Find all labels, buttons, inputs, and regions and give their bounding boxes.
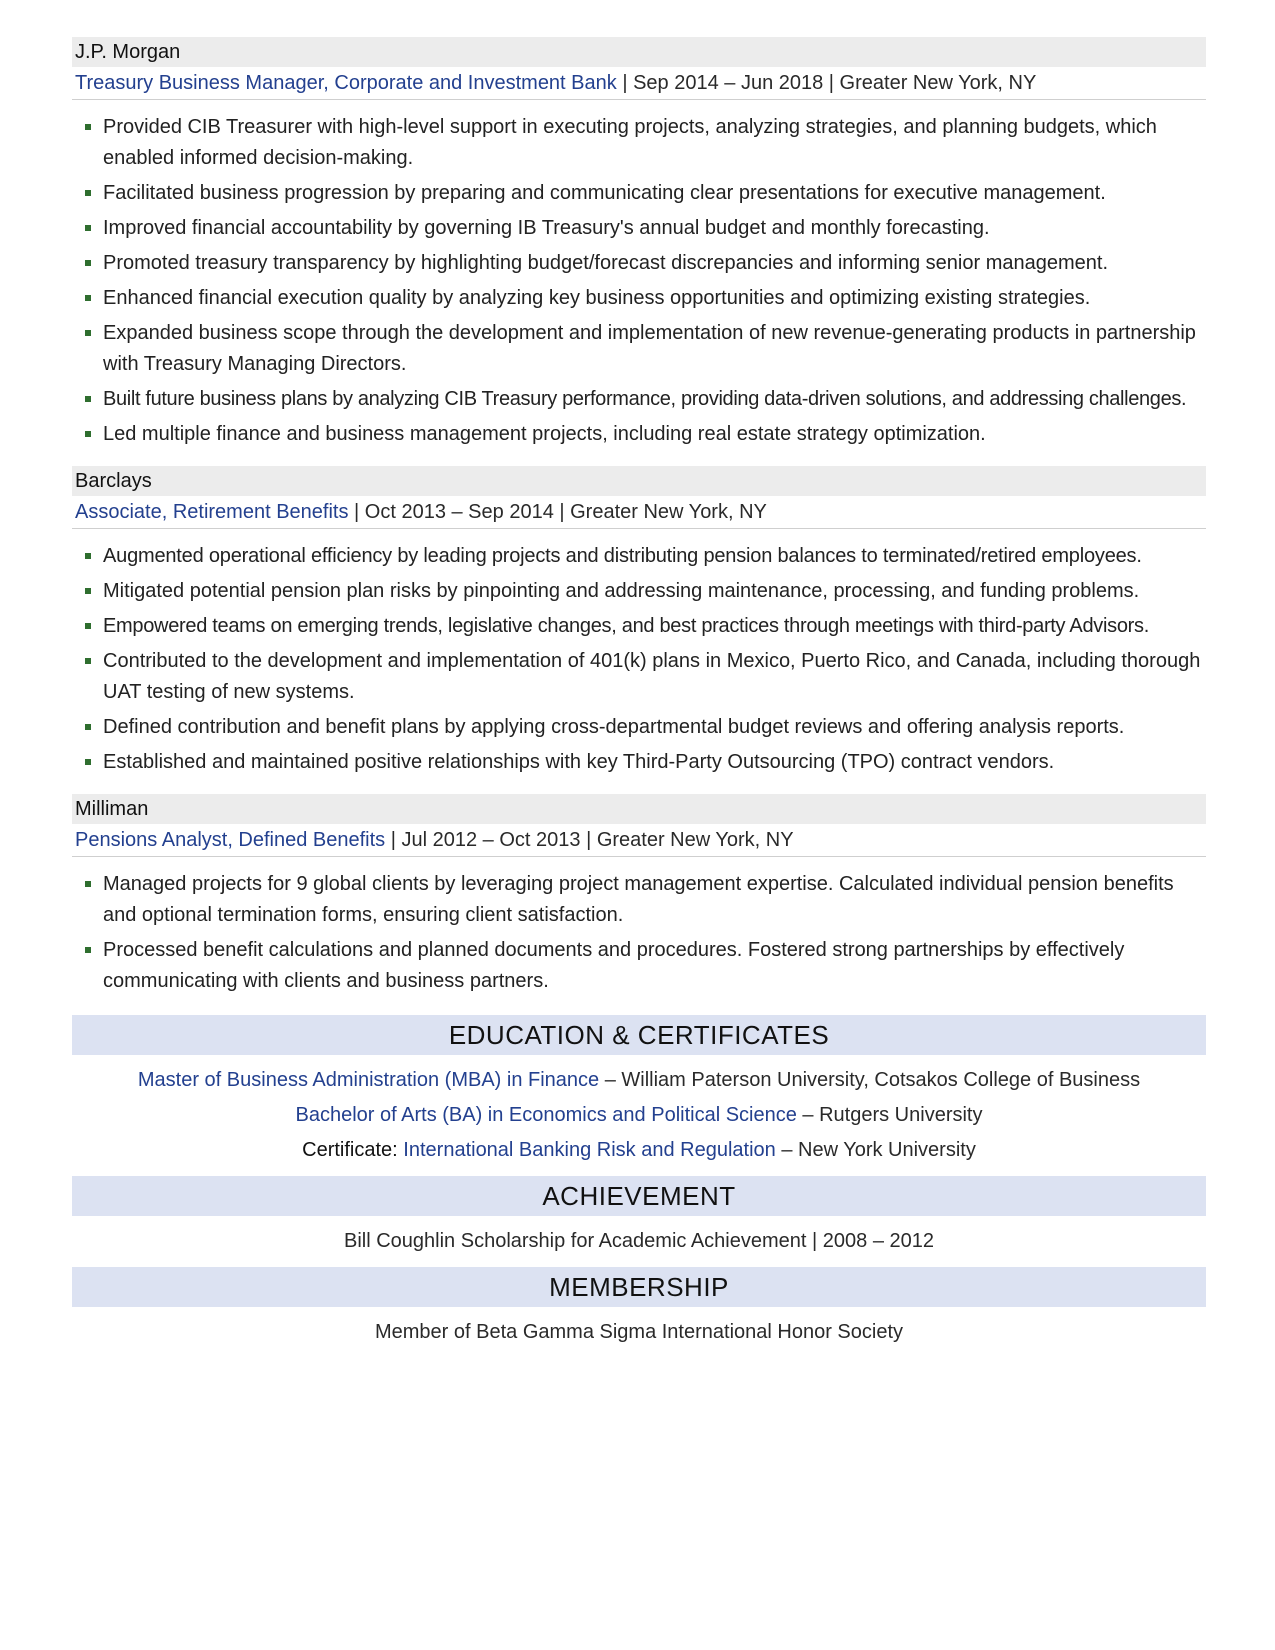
job-meta: | Sep 2014 – Jun 2018 | Greater New York, NY [616,72,1037,94]
square-bullet-icon [85,623,91,629]
bullet-item [72,384,1206,415]
membership-block [72,1307,1206,1356]
role-line [72,824,1206,857]
bullet-text: Improved financial accountability by governing IB Treasury's annual budget and monthly forecasting. [103,217,990,239]
job-bullets [72,857,1206,1013]
bullet-item [72,935,1206,997]
bullet-text: Provided CIB Treasurer with high-level support in executing projects, analyzing strategies, and planning budgets, which enabled informed decision-making. [103,116,1157,169]
education-prefix: Certificate: [302,1139,404,1161]
bullet-item [72,712,1206,743]
company-name: Milliman [72,794,1206,824]
square-bullet-icon [85,724,91,730]
section-heading-membership: MEMBERSHIP [72,1267,1206,1307]
bullet-text: Augmented operational efficiency by leading projects and distributing pension balances to terminated/retired employees. [103,545,1142,567]
square-bullet-icon [85,658,91,664]
job-title: Associate, Retirement Benefits [75,501,349,523]
education-list [72,1055,1206,1174]
square-bullet-icon [85,190,91,196]
bullet-item [72,646,1206,708]
bullet-text: Defined contribution and benefit plans by applying cross-departmental budget reviews and offering analysis reports. [103,716,1125,738]
bullet-item [72,213,1206,244]
job-meta: | Jul 2012 – Oct 2013 | Greater New York, NY [385,829,794,851]
square-bullet-icon [85,295,91,301]
bullet-text: Managed projects for 9 global clients by leveraging project management expertise. Calculated individual pension benefits and optional termination forms, ensuring client satisfaction. [103,873,1174,926]
degree-name: Master of Business Administration (MBA) in Finance [137,1069,600,1091]
square-bullet-icon [85,225,91,231]
bullet-text: Processed benefit calculations and planned documents and procedures. Fostered strong partnerships by effectively communicating with clients and business partners. [103,939,1125,992]
bullet-item [72,283,1206,314]
job-entry-milliman [72,794,1206,1013]
job-bullets [72,100,1206,466]
square-bullet-icon [85,759,91,765]
company-name: J.P. Morgan [72,37,1206,67]
bullet-text: Enhanced financial execution quality by analyzing key business opportunities and optimizing existing strategies. [103,287,1091,309]
job-title: Treasury Business Manager, Corporate and Investment Bank [75,72,617,94]
education-item [72,1063,1206,1098]
bullet-text: Mitigated potential pension plan risks by pinpointing and addressing maintenance, processing, and funding problems. [103,580,1140,602]
job-bullets [72,529,1206,794]
bullet-item [72,178,1206,209]
square-bullet-icon [85,396,91,402]
bullet-text: Promoted treasury transparency by highlighting budget/forecast discrepancies and informing senior management. [103,252,1108,274]
bullet-item [72,611,1206,642]
job-title: Pensions Analyst, Defined Benefits [75,829,386,851]
job-entry-jpmorgan [72,37,1206,466]
school-name: – New York University [775,1139,976,1161]
school-name: – Rutgers University [796,1104,983,1126]
bullet-text: Expanded business scope through the development and implementation of new revenue-generating products in partnership with Treasury Managing Directors. [103,322,1196,375]
square-bullet-icon [85,330,91,336]
achievement-block [72,1216,1206,1265]
education-item [72,1098,1206,1133]
role-line [72,67,1206,100]
bullet-item [72,747,1206,778]
bullet-item [72,419,1206,450]
section-heading-education: EDUCATION & CERTIFICATES [72,1015,1206,1055]
role-line [72,496,1206,529]
job-meta: | Oct 2013 – Sep 2014 | Greater New York, NY [348,501,767,523]
bullet-item [72,576,1206,607]
section-heading-achievement: ACHIEVEMENT [72,1176,1206,1216]
square-bullet-icon [85,588,91,594]
square-bullet-icon [85,431,91,437]
bullet-item [72,869,1206,931]
bullet-text: Established and maintained positive relationships with key Third-Party Outsourcing (TPO) contract vendors. [103,751,1055,773]
square-bullet-icon [85,947,91,953]
job-entry-barclays [72,466,1206,794]
resume-page [72,37,1206,1356]
education-item [72,1133,1206,1168]
degree-name: Bachelor of Arts (BA) in Economics and Political Science [295,1104,797,1126]
square-bullet-icon [85,260,91,266]
bullet-text: Contributed to the development and implementation of 401(k) plans in Mexico, Puerto Rico, and Canada, including thorough UAT testing of new systems. [103,650,1201,703]
bullet-text: Empowered teams on emerging trends, legislative changes, and best practices through meetings with third-party Advisors. [103,615,1149,637]
square-bullet-icon [85,124,91,130]
bullet-text: Led multiple finance and business management projects, including real estate strategy optimization. [103,423,986,445]
square-bullet-icon [85,881,91,887]
square-bullet-icon [85,553,91,559]
bullet-item [72,541,1206,572]
bullet-text: Built future business plans by analyzing CIB Treasury performance, providing data-driven solutions, and addressing challenges. [103,388,1187,410]
degree-name: International Banking Risk and Regulation [403,1139,776,1161]
membership-text: Member of Beta Gamma Sigma International Honor Society [374,1321,904,1343]
company-name: Barclays [72,466,1206,496]
bullet-item [72,112,1206,174]
achievement-text: Bill Coughlin Scholarship for Academic Achievement | 2008 – 2012 [344,1230,934,1252]
school-name: – William Paterson University, Cotsakos College of Business [599,1069,1141,1091]
bullet-text: Facilitated business progression by preparing and communicating clear presentations for executive management. [103,182,1106,204]
bullet-item [72,248,1206,279]
bullet-item [72,318,1206,380]
